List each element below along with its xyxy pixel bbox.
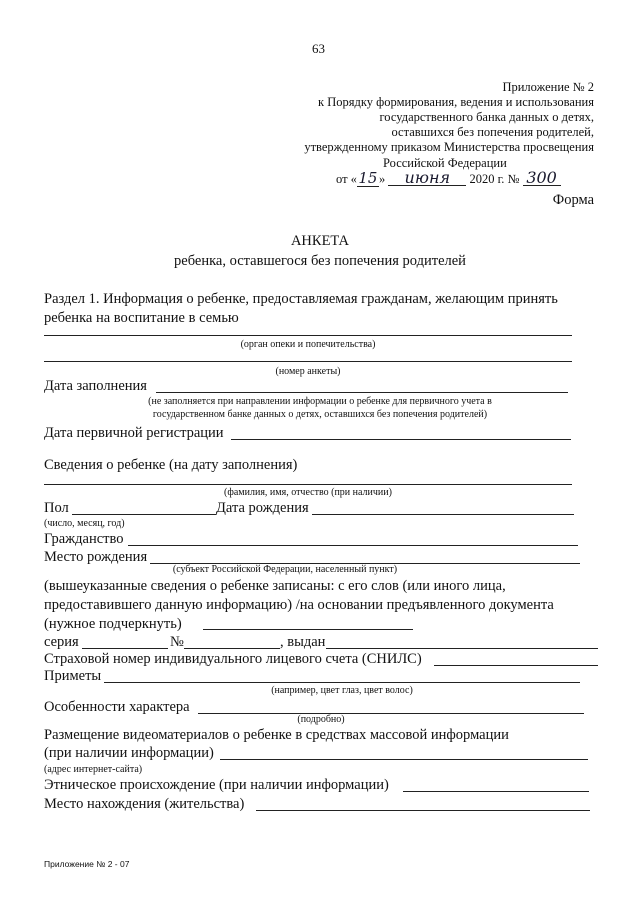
fill-date-note: (не заполняется при направлении информации о ребенке для первичного учета в <box>148 396 492 407</box>
citizenship-line[interactable] <box>128 545 578 546</box>
birthplace-caption: (субъект Российской Федерации, населенный пункт) <box>172 564 398 575</box>
recorded-note-line: (вышеуказанные сведения о ребенке записаны: с его слов (или иного лица, <box>44 578 506 594</box>
fill-date-label: Дата заполнения <box>44 378 147 394</box>
sex-line[interactable] <box>72 514 216 515</box>
form-number-caption: (номер анкеты) <box>275 366 341 377</box>
doc-title: АНКЕТА <box>290 233 350 249</box>
character-label: Особенности характера <box>44 699 190 715</box>
primary-reg-label: Дата первичной регистрации <box>44 425 224 441</box>
fill-date-line[interactable] <box>156 392 568 393</box>
primary-reg-row <box>44 425 224 442</box>
doc-subtitle: ребенка, оставшегося без попечения родителей <box>174 253 466 269</box>
document-type-line[interactable] <box>203 629 413 630</box>
number-line[interactable] <box>184 648 280 649</box>
birthplace-label: Место рождения <box>44 549 148 565</box>
order-month: июня <box>388 170 466 186</box>
appendix-line: к Порядку формирования, ведения и использования <box>318 95 594 109</box>
residence-line[interactable] <box>256 810 590 811</box>
order-day: 15 <box>358 169 378 187</box>
recorded-note <box>44 577 596 634</box>
date-caption: (число, месяц, год) <box>44 518 125 529</box>
features-line[interactable] <box>104 682 580 683</box>
snils-line[interactable] <box>434 665 598 666</box>
birth-date-label: Дата рождения <box>216 500 309 516</box>
fio-caption: (фамилия, имя, отчество (при наличии) <box>224 487 392 498</box>
section-heading-cont: ребенка на воспитание в семью <box>44 310 239 326</box>
character-caption: (подробно) <box>297 714 345 725</box>
recorded-note-line: предоставившего данную информацию) /на основании предъявленного документа <box>44 597 554 613</box>
order-date-line <box>336 170 561 187</box>
ethnic-label: Этническое происхождение (при наличии информации) <box>44 777 389 793</box>
series-label: серия <box>44 634 79 650</box>
appendix-line: оставшихся без попечения родителей, <box>391 125 594 139</box>
number-label: № <box>170 634 184 650</box>
appendix-line: государственного банка данных о детях, <box>379 110 594 124</box>
section-heading: Раздел 1. Информация о ребенке, предоставляемая гражданам, желающим принять <box>44 291 558 307</box>
recorded-note-line: (нужное подчеркнуть) <box>44 616 182 632</box>
series-line[interactable] <box>82 648 168 649</box>
appendix-block <box>304 80 594 155</box>
order-number: 300 <box>523 170 561 186</box>
residence-label: Место нахождения (жительства) <box>44 796 245 812</box>
child-info-heading: Сведения о ребенке (на дату заполнения) <box>44 457 298 473</box>
birth-date-line[interactable] <box>312 514 574 515</box>
order-prefix: от « <box>336 172 357 186</box>
appendix-line: Российской Федерации <box>383 156 507 170</box>
primary-reg-line[interactable] <box>231 439 571 440</box>
fill-date-row <box>44 378 147 395</box>
fio-line[interactable] <box>44 484 572 485</box>
appendix-line: утвержденному приказом Министерства просвещения <box>304 140 594 154</box>
appendix-line: Приложение № 2 <box>502 80 594 94</box>
features-caption: (например, цвет глаз, цвет волос) <box>271 685 413 696</box>
form-number-line[interactable] <box>44 361 572 362</box>
citizenship-label: Гражданство <box>44 531 124 547</box>
ethnic-line[interactable] <box>403 791 589 792</box>
order-quote: » <box>378 172 386 186</box>
website-line[interactable] <box>220 759 588 760</box>
sex-label: Пол <box>44 500 69 516</box>
guardian-authority-caption: (орган опеки и попечительства) <box>240 339 376 350</box>
order-year-no: 2020 г. № <box>469 172 520 186</box>
guardian-authority-line[interactable] <box>44 335 572 336</box>
snils-label: Страховой номер индивидуального лицевого счета (СНИЛС) <box>44 651 422 667</box>
page-number: 63 <box>312 41 325 56</box>
issued-label: , выдан <box>280 634 326 650</box>
fill-date-note: государственном банке данных о детях, оставшихся без попечения родителей) <box>152 409 488 420</box>
page-footer: Приложение № 2 - 07 <box>44 859 130 869</box>
features-label: Приметы <box>44 668 102 684</box>
website-caption: (адрес интернет-сайта) <box>44 764 143 775</box>
video-label-cont: (при наличии информации) <box>44 745 214 761</box>
form-label: Форма <box>552 192 594 208</box>
issued-line[interactable] <box>326 648 598 649</box>
video-label: Размещение видеоматериалов о ребенке в средствах массовой информации <box>44 727 509 743</box>
